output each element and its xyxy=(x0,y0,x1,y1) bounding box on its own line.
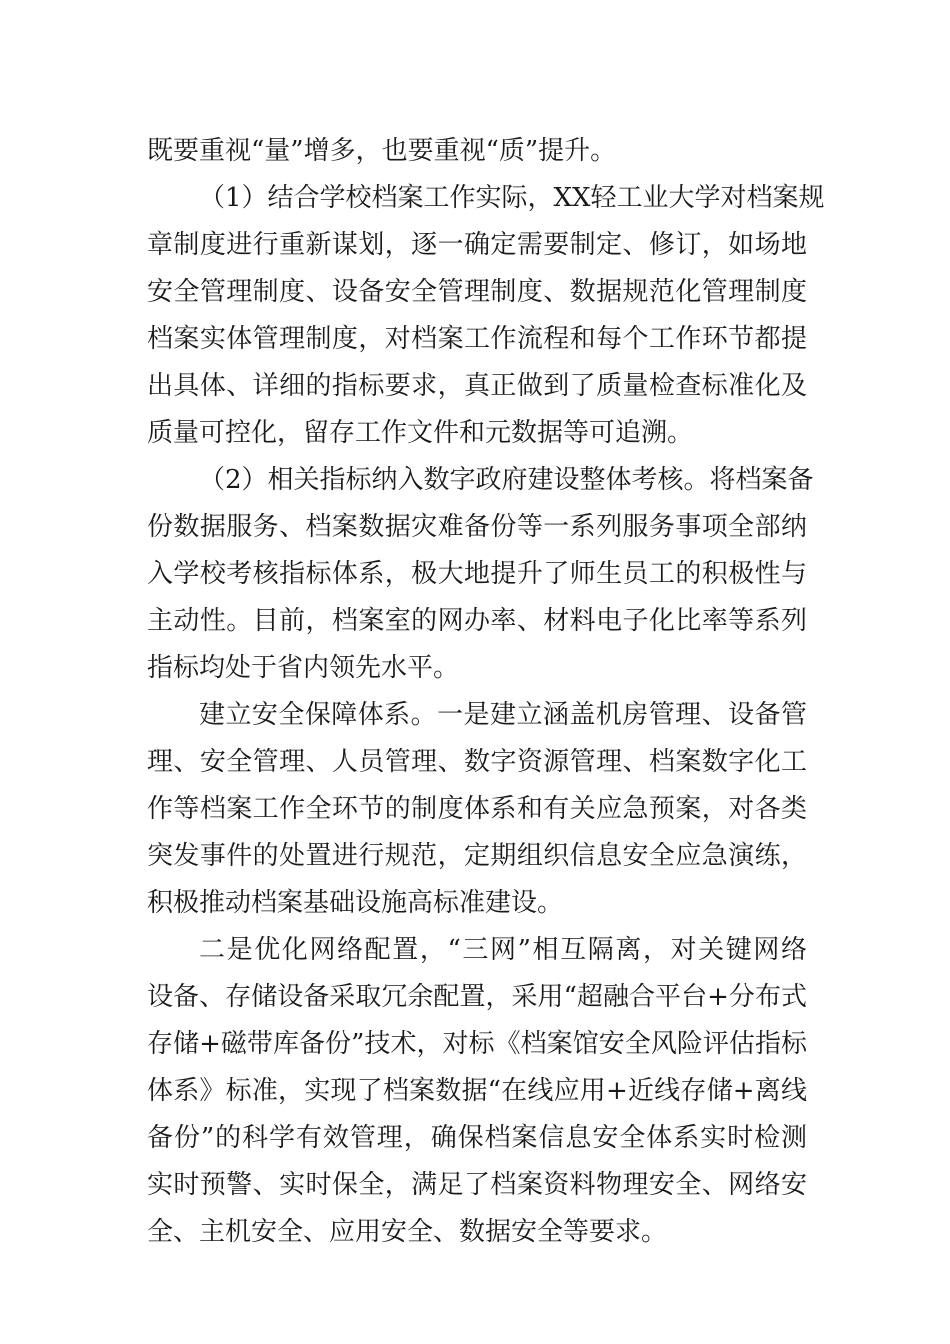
text-line: 积极推动档案基础设施高标准建设。 xyxy=(147,888,564,918)
text-line: 质量可控化，留存工作文件和元数据等可追溯。 xyxy=(147,418,694,448)
text-line: 指标均处于省内领先水平。 xyxy=(147,653,460,683)
text-line: 份数据服务、档案数据灾难备份等一系列服务事项全部纳 xyxy=(147,512,807,542)
text-line: 建立安全保障体系。一是建立涵盖机房管理、设备管 xyxy=(199,700,807,730)
text-line: 出具体、详细的指标要求，真正做到了质量检查标准化及 xyxy=(147,371,807,401)
text-line: （2）相关指标纳入数字政府建设整体考核。将档案备 xyxy=(199,465,814,495)
text-line: 备份”的科学有效管理，确保档案信息安全体系实时检测 xyxy=(147,1123,807,1153)
text-line: 实时预警、实时保全，满足了档案资料物理安全、网络安 xyxy=(147,1170,807,1200)
text-line: 安全管理制度、设备安全管理制度、数据规范化管理制度 xyxy=(147,277,807,307)
text-line: （1）结合学校档案工作实际，XX轻工业大学对档案规 xyxy=(199,183,825,213)
text-line: 入学校考核指标体系，极大地提升了师生员工的积极性与 xyxy=(147,559,807,589)
text-line: 章制度进行重新谋划，逐一确定需要制定、修订，如场地 xyxy=(147,230,807,260)
text-line: 主动性。目前，档案室的网办率、材料电子化比率等系列 xyxy=(147,606,807,636)
text-line: 既要重视“量”增多，也要重视“质”提升。 xyxy=(147,136,617,166)
text-line: 理、安全管理、人员管理、数字资源管理、档案数字化工 xyxy=(147,747,807,777)
text-line: 全、主机安全、应用安全、数据安全等要求。 xyxy=(147,1217,668,1247)
text-line: 存储+磁带库备份”技术，对标《档案馆安全风险评估指标 xyxy=(147,1029,807,1059)
text-line: 设备、存储设备采取冗余配置，采用“超融合平台+分布式 xyxy=(147,982,807,1012)
document-body xyxy=(147,128,825,1256)
text-line: 体系》标准，实现了档案数据“在线应用+近线存储+离线 xyxy=(147,1076,807,1106)
text-line: 突发事件的处置进行规范，定期组织信息安全应急演练， xyxy=(147,841,807,871)
text-line: 二是优化网络配置，“三网”相互隔离，对关键网络 xyxy=(199,935,807,965)
text-line: 作等档案工作全环节的制度体系和有关应急预案，对各类 xyxy=(147,794,807,824)
text-line: 档案实体管理制度，对档案工作流程和每个工作环节都提 xyxy=(147,324,807,354)
